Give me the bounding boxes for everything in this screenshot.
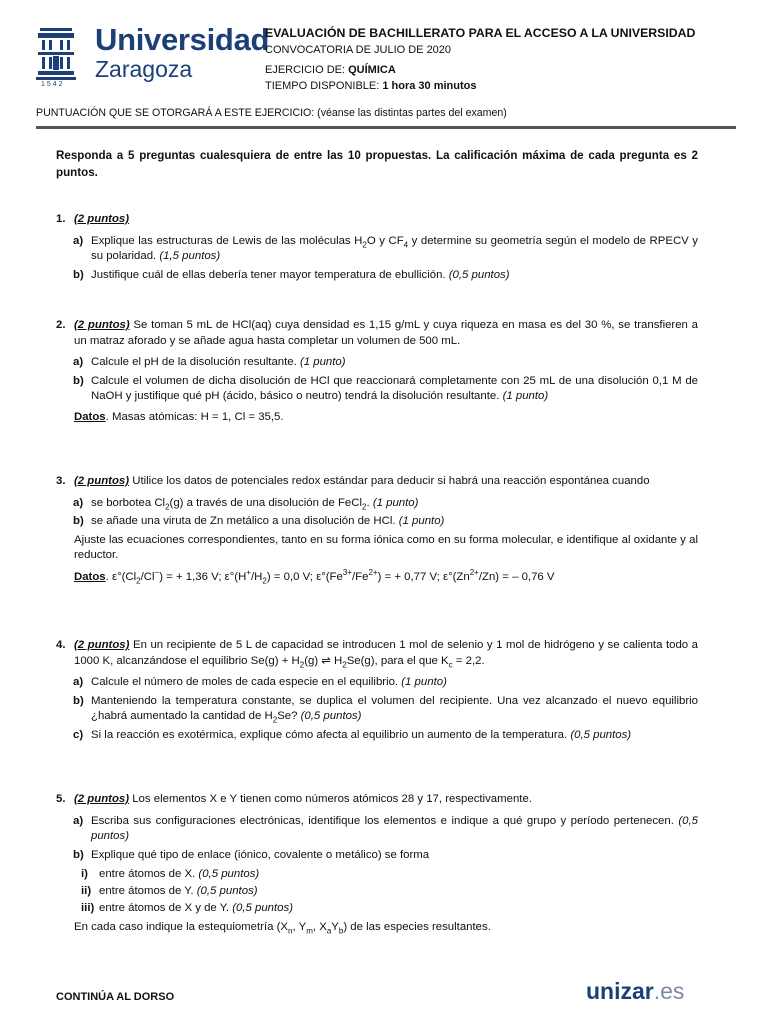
sub-points: (0,5 puntos) — [198, 868, 260, 881]
data-label: Datos — [74, 570, 106, 583]
question-3-instruction: Ajuste las ecuaciones correspondientes, tanto en su forma iónica como en su forma molecular, e identifique al oxidante y al reductor. — [74, 533, 698, 562]
question-4-part-b: b) Manteniendo la temperatura constante, se duplica el volumen del recipiente. Una vez alcanzado el nuevo equilibrio ¿habrá aumentado la cantidad de $H_2Se$? (0,5 puntos) — [73, 694, 698, 725]
data-label: Datos — [74, 410, 106, 423]
question-number: 5. — [56, 793, 66, 805]
sub-points: (0,5 puntos) — [196, 884, 258, 897]
part-label: a) — [73, 234, 84, 247]
question-points: (2 puntos) — [74, 639, 130, 651]
sub-points: (0,5 puntos) — [232, 901, 293, 914]
part-points: (1 punto) — [398, 515, 445, 528]
logo-city-text: Zaragoza — [95, 56, 193, 82]
question-number: 1. — [56, 213, 66, 225]
part-label: b) — [73, 848, 84, 861]
unizar-brand-logo — [586, 978, 684, 1005]
question-5-sub-iii: iii) entre átomos de X y de Y. (0,5 puntos) — [56, 901, 698, 917]
part-points: (1 punto) — [502, 390, 549, 403]
part-points: (0,5 puntos) — [448, 268, 510, 281]
question-1-part-a: a) Explique las estructuras de Lewis de las moléculas $H_2O$ y $CF_4$ y determine su geometría según el modelo de RPECV y su polaridad. (1,5 puntos) — [73, 234, 698, 263]
part-points: (1,5 puntos) — [159, 250, 221, 263]
question-5-sub-i: i) entre átomos de X. (0,5 puntos) — [56, 867, 698, 883]
part-points: (1 punto) — [299, 356, 346, 369]
part-label: b) — [73, 694, 84, 707]
brand-suffix: .es — [653, 978, 685, 1004]
time-value: 1 hora 30 minutos — [382, 80, 477, 92]
question-1-part-b: b) Justifique cuál de ellas debería tener mayor temperatura de ebullición. (0,5 puntos) — [56, 268, 698, 284]
question-3-data: Datos. $\varepsilon^\circ(Cl_2/Cl^-)$ = + 1,36 V; $\varepsilon^\circ(H^+/H_2) = 0,0$ V; $\varepsilon^\circ(Fe^{3+}/Fe^{2+})$ = + 0,77 V; $\varepsilon^\circ(Zn^{2+}/Zn)$ = – 0,76 V — [74, 568, 555, 586]
question-number: 2. — [56, 319, 66, 331]
question-4-part-c: c) Si la reacción es exotérmica, explique cómo afecta al equilibrio un aumento de la temperatura. (0,5 puntos) — [56, 728, 698, 744]
question-5-header: 5. (2 puntos) Los elementos X e Y tienen como números atómicos 28 y 17, respectivamente. — [56, 792, 698, 808]
question-3-header: 3. (2 puntos) Utilice los datos de potenciales redox estándar para deducir si habrá una reacción espontánea cuando — [56, 474, 698, 490]
subject-label: EJERCICIO DE: — [265, 64, 349, 76]
sub-label: ii) — [81, 884, 92, 897]
exam-info — [265, 26, 735, 92]
question-points: (2 puntos) — [74, 213, 130, 225]
question-points: (2 puntos) — [74, 319, 130, 331]
sub-label: iii) — [81, 901, 95, 914]
question-5-part-a: a) Escriba sus configuraciones electrónicas, identifique los elementos e indique a qué grupo y período pertenecen. (0,5 puntos) — [73, 814, 698, 843]
part-label: a) — [73, 676, 84, 689]
part-label: a) — [73, 496, 84, 509]
question-4 — [56, 638, 698, 744]
question-2-data: Datos. Masas atómicas: H = 1, Cl = 35,5. — [74, 410, 284, 423]
question-points: (2 puntos) — [74, 793, 130, 805]
part-points: (0,5 puntos) — [570, 728, 632, 741]
question-2-part-b: b) Calcule el volumen de dicha disolución de HCl que reaccionará completamente con 25 mL de una disolución 0,1 M de NaOH y justifique qué pH (ácido, básico o neutro) tendrá la disolución resultante. (1 punto) — [73, 374, 698, 403]
question-2-header: 2. (2 puntos) Se toman 5 mL de HCl(aq) cuya densidad es 1,15 g/mL y cuya riqueza en masa es del 30 %, se transfieren a un matraz aforado y se añade agua hasta completar un volumen de 500 mL. — [56, 319, 698, 347]
logo-year: 1542 — [41, 81, 65, 88]
header-divider — [36, 126, 736, 129]
exam-title: EVALUACIÓN DE BACHILLERATO PARA EL ACCESO A LA UNIVERSIDAD — [265, 26, 696, 40]
question-1 — [56, 212, 698, 283]
score-note: PUNTUACIÓN QUE SE OTORGARÁ A ESTE EJERCICIO: (véanse las distintas partes del examen) — [36, 107, 507, 119]
part-label: b) — [73, 268, 84, 281]
exam-content — [56, 148, 699, 936]
part-label: a) — [73, 814, 84, 827]
logo-university-text: Universidad — [95, 22, 270, 57]
continue-overleaf-note: CONTINÚA AL DORSO — [56, 991, 175, 1003]
time-label: TIEMPO DISPONIBLE: — [265, 80, 383, 92]
part-points: (0,5 puntos) — [91, 814, 698, 843]
question-3-part-a: a) se borbotea $Cl_2(g)$ a través de una disolución de FeCl$_2$. (1 punto) — [73, 496, 419, 511]
question-5 — [56, 792, 698, 936]
page-header — [30, 20, 730, 100]
question-4-header: 4. (2 puntos) En un recipiente de 5 L de capacidad se introducen 1 mol de selenio y 1 mol de hidrógeno y se calienta todo a 1000 K, alcanzándose el equilibrio $Se(g) + H_2(g)$ ⇌ $H_2Se(g)$, para el que $K_c = 2,2$. — [56, 639, 699, 669]
part-label: c) — [73, 728, 84, 741]
university-logo — [30, 22, 270, 92]
part-label: a) — [73, 356, 84, 369]
subject-value: QUÍMICA — [348, 64, 396, 76]
question-number: 4. — [56, 639, 66, 651]
question-2-part-a: a) Calcule el pH de la disolución resultante. (1 punto) — [56, 355, 698, 371]
part-points: (0,5 puntos) — [300, 710, 362, 723]
part-points: (1 punto) — [401, 676, 447, 689]
question-4-part-a: a) Calcule el número de moles de cada especie en el equilibrio. (1 punto) — [56, 675, 698, 691]
question-5-final-note: En cada caso indique la estequiometría ($X_n$, $Y_m$, $X_aY_b$) de las especies resultantes. — [74, 921, 491, 936]
part-points: (1 punto) — [372, 496, 419, 509]
exam-subject — [265, 64, 735, 76]
question-3 — [56, 474, 698, 586]
question-5-sub-ii: ii) entre átomos de Y. (0,5 puntos) — [56, 884, 698, 900]
sub-label: i) — [81, 868, 88, 881]
question-points: (2 puntos) — [74, 475, 130, 487]
question-3-part-b: b) se añade una viruta de Zn metálico a una disolución de HCl. (1 punto) — [56, 514, 698, 530]
question-2 — [56, 318, 698, 426]
exam-time — [265, 80, 735, 92]
exam-call: CONVOCATORIA DE JULIO DE 2020 — [265, 44, 452, 56]
question-1-header — [56, 212, 698, 228]
instructions: Responda a 5 preguntas cualesquiera de entre las 10 propuestas. La calificación máxima de cada pregunta es 2 puntos. — [56, 149, 698, 179]
question-5-part-b: b) Explique qué tipo de enlace (iónico, covalente o metálico) se forma — [56, 848, 698, 864]
part-label: b) — [73, 374, 84, 387]
brand-name: unizar — [586, 978, 654, 1004]
question-number: 3. — [56, 475, 66, 487]
part-label: b) — [73, 515, 84, 528]
